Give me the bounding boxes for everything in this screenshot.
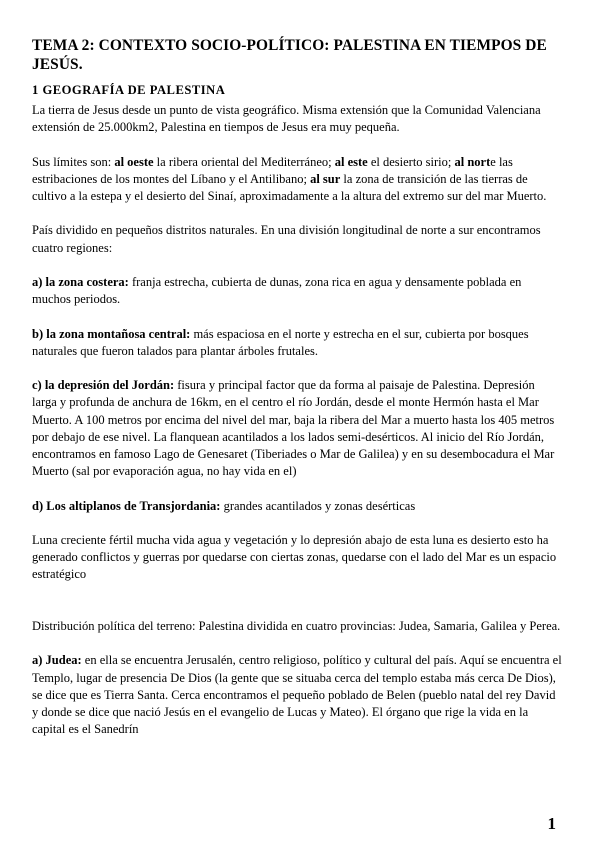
limits-text-4: e las estribaciones de los montes del Líbano y el Antilibano;	[32, 154, 513, 186]
limits-north: al nort	[454, 154, 491, 169]
region-label: a) la zona costera:	[32, 274, 129, 289]
region-text: fisura y principal factor que da forma al paisaje de Palestina. Depresión larga y profunda de anchura de 16km, en el centro el río Jordán, desde el monte Hermón hasta el Mar Muerto. A 100 metros por encima del nivel del mar, baja la ribera del Mar a muerto hasta los 405 metros por debajo de ese nivel. La flanquean acantilados a los lados semi-desérticos. Al inicio del Río Jordán, encontramos en famoso Lago de Genesaret (Tiberiades o Mar de Galilea) y en su desembocadura el Mar Muerto (sal por evaporación agua, no hay vida en el)	[32, 378, 555, 479]
province-label: a) Judea:	[32, 653, 82, 668]
section-heading: 1 GEOGRAFÍA DE PALESTINA	[32, 83, 226, 97]
paragraph-limits	[32, 154, 562, 206]
region-transjordan	[32, 498, 562, 515]
region-text: franja estrecha, cubierta de dunas, zona rica en agua y densamente poblada en muchos periodos.	[32, 274, 522, 307]
paragraph-luna: Luna creciente fértil mucha vida agua y vegetación y lo depresión abajo de esta luna es desierto esto ha generado conflictos y guerras por quedarse con ciertas zonas, quedarse con el lado del Mar es un espacio estratégico	[32, 532, 557, 582]
limits-text-5: la zona de transición de las tierras de cultivo a la estepa y el desierto del Sinaí, aproximadamente a la altura del extremo sur del mar Muerto.	[32, 171, 547, 203]
region-label: d) Los altiplanos de Transjordania:	[32, 498, 221, 513]
limits-text-3: el desierto sirio;	[367, 154, 455, 169]
region-text: más espaciosa en el norte y estrecha en el sur, cubierta por bosques naturales que fueron talados para plantar árboles frutales.	[32, 326, 529, 358]
page-number: 1	[547, 814, 556, 833]
limits-text-1: Sus límites son:	[32, 154, 115, 169]
paragraph-political: Distribución política del terreno: Palestina dividida en cuatro provincias: Judea, Samaria, Galilea y Perea.	[32, 618, 561, 633]
limits-east: al este	[334, 154, 368, 169]
region-central-mountains	[32, 326, 562, 360]
region-label: b) la zona montañosa central:	[32, 326, 191, 341]
province-text: en ella se encuentra Jerusalén, centro religioso, político y cultural del país. Aquí se encuentra el Templo, lugar de presencia De Dios (la gente que se situaba cerca del templo estaba más cerca De Dios), se dice que es Tierra Santa. Cerca encontramos el pequeño poblado de Belen (pueblo natal del rey David y donde se dice que nació Jesús en el evangelio de Lucas y Mateo). El órgano que rige la vida en la capital es el Sanedrín	[32, 653, 562, 737]
region-coastal	[32, 274, 562, 308]
region-jordan-depression	[32, 377, 562, 480]
paragraph-division: País dividido en pequeños distritos naturales. En una división longitudinal de norte a sur encontramos cuatro regiones:	[32, 223, 541, 255]
region-text: grandes acantilados y zonas desérticas	[220, 498, 416, 513]
province-judea	[32, 652, 562, 738]
region-label: c) la depresión del Jordán:	[32, 378, 175, 393]
limits-south: al sur	[310, 171, 341, 186]
document-title: TEMA 2: CONTEXTO SOCIO-POLÍTICO: PALESTINA EN TIEMPOS DE JESÚS.	[32, 37, 547, 73]
document-page	[32, 36, 562, 756]
limits-west: al oeste	[114, 154, 154, 169]
paragraph-intro: La tierra de Jesus desde un punto de vista geográfico. Misma extensión que la Comunidad Valenciana extensión de 25.000km2, Palestina en tiempos de Jesus era muy pequeña.	[32, 103, 541, 135]
limits-text-2: la ribera oriental del Mediterráneo;	[153, 154, 335, 169]
